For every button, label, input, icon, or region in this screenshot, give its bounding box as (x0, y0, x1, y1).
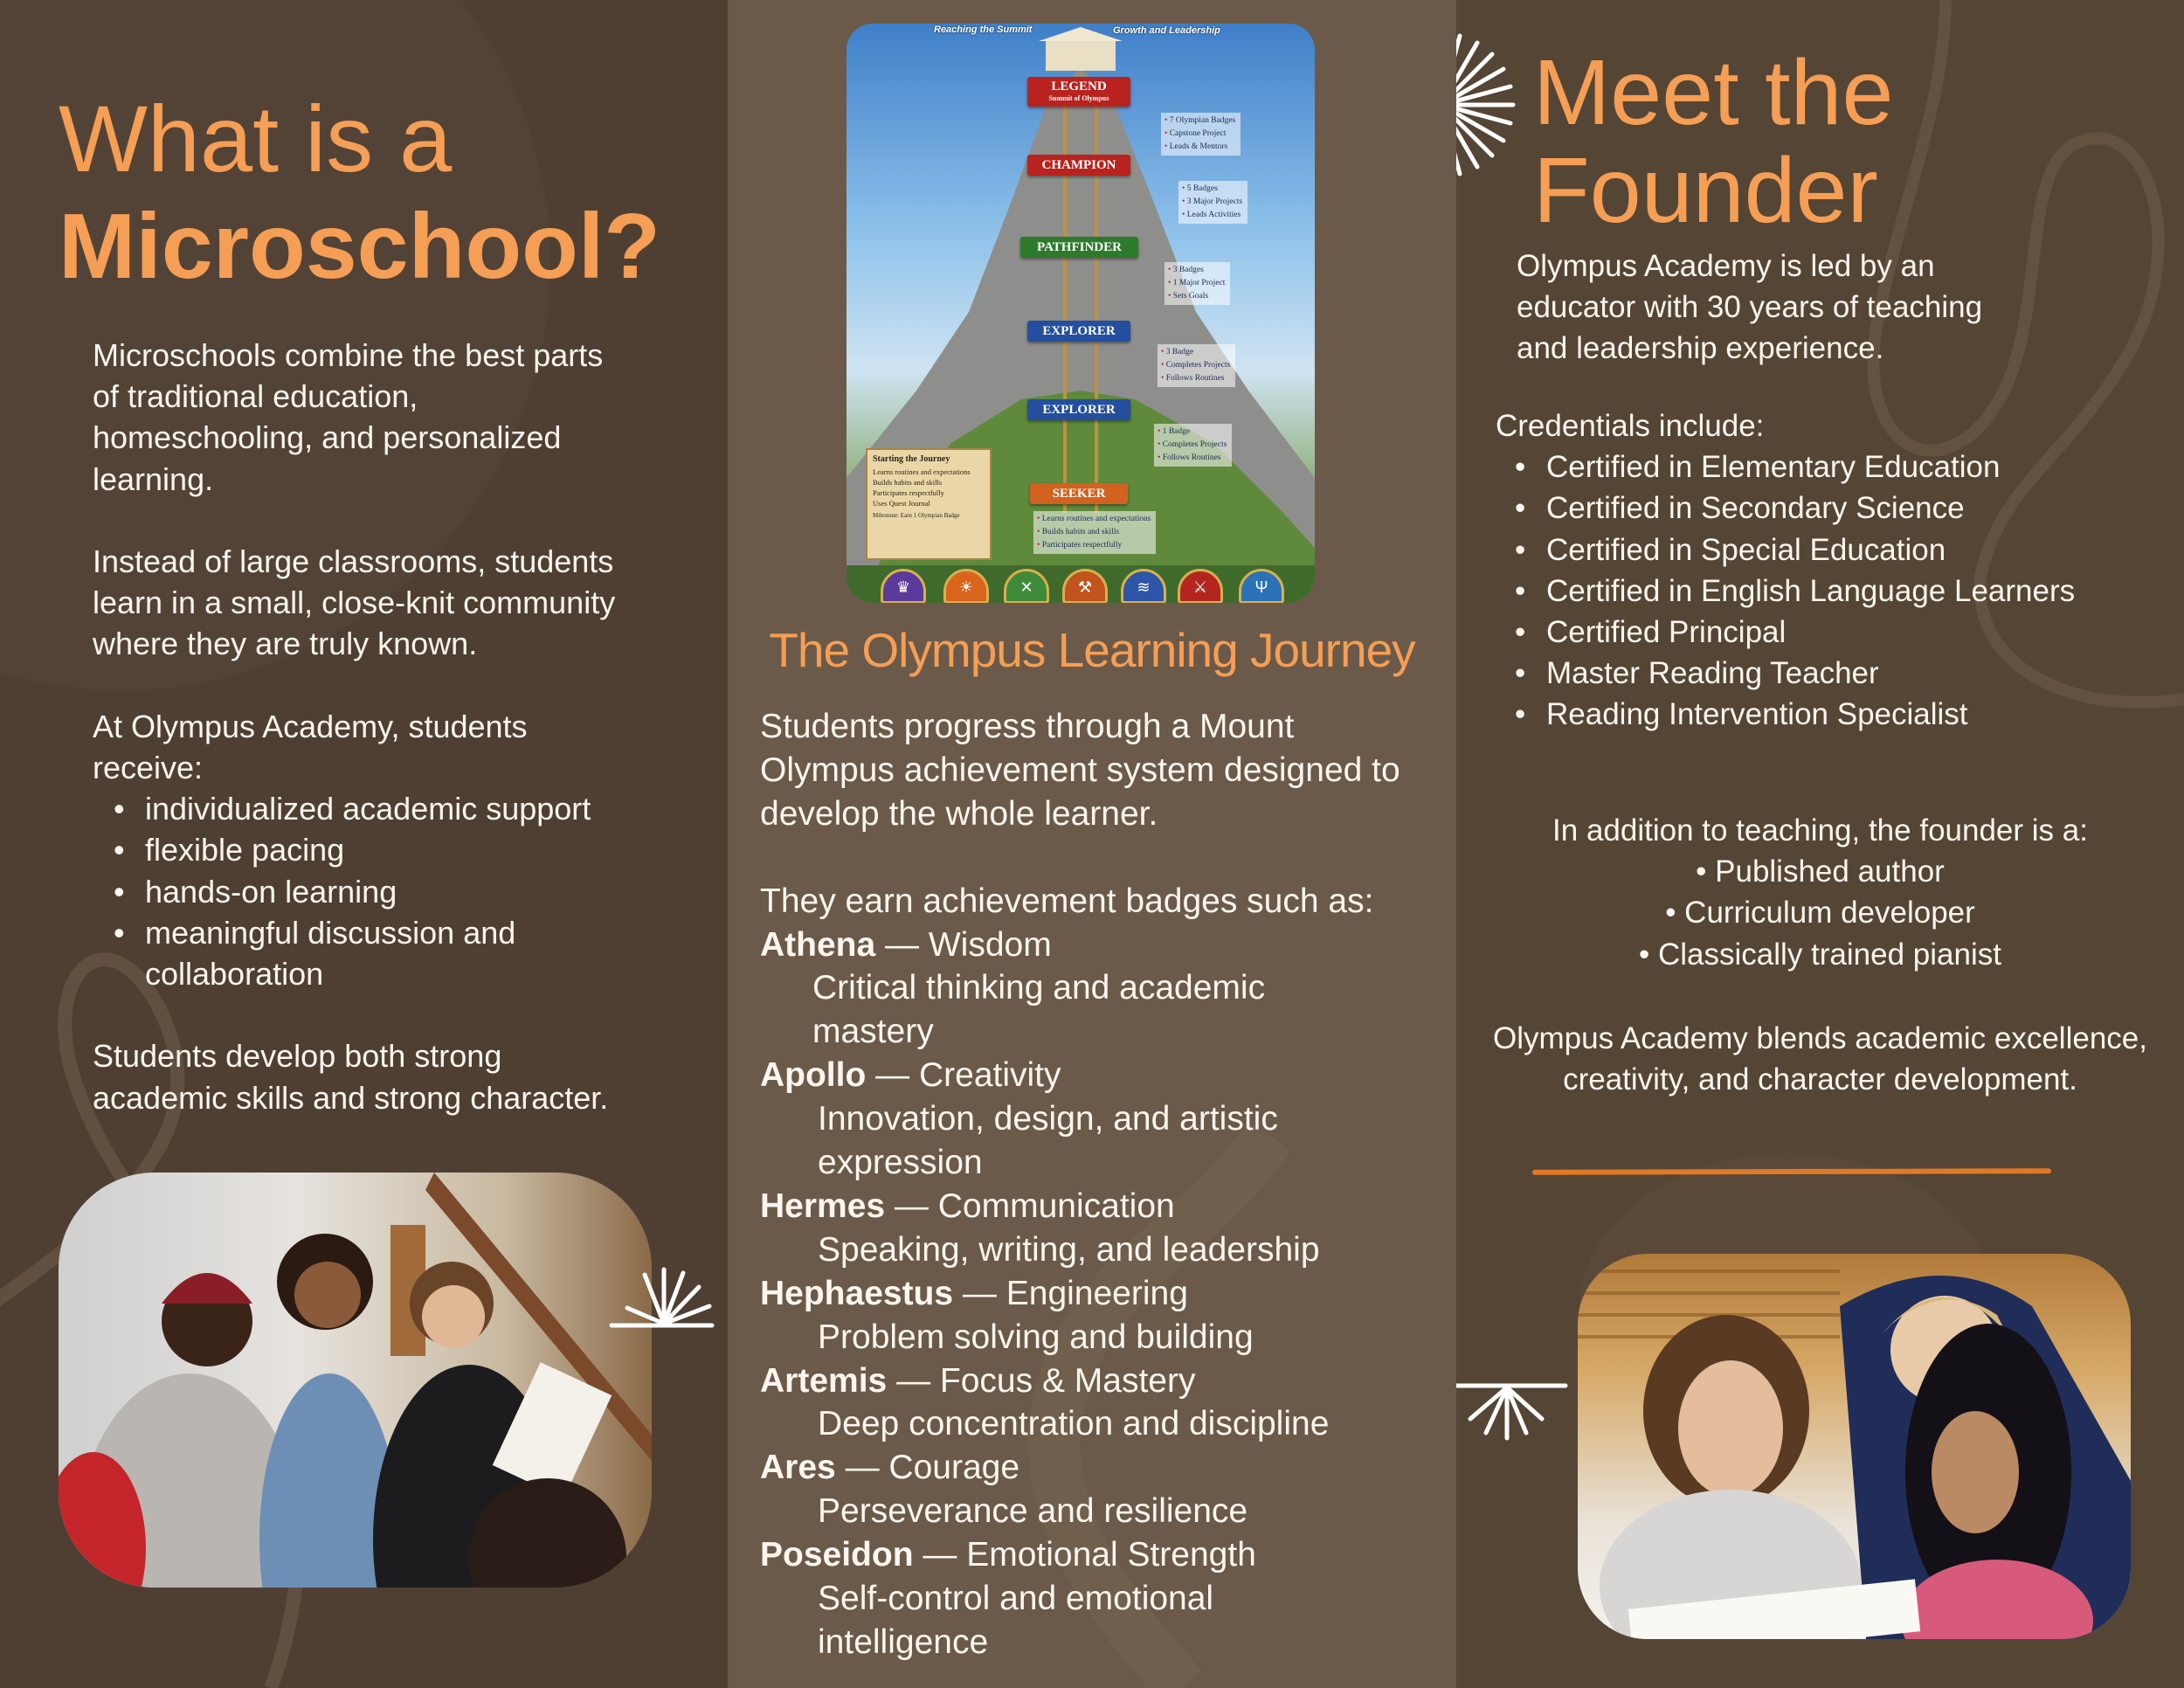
ares-helmet-icon: ⚔ (1178, 569, 1223, 603)
starting-journey-box (866, 448, 992, 560)
criteria-item: • Leads Activities (1182, 209, 1242, 222)
criteria-item: • 3 Major Projects (1182, 196, 1242, 209)
list-item: • Certified in English Language Learners (1546, 571, 2075, 612)
paragraph-line: where they are truly known. (93, 626, 478, 662)
level-criteria (1033, 511, 1156, 554)
credentials-list (1496, 446, 2075, 735)
criteria-item: • 1 Major Project (1168, 277, 1225, 290)
badge-entry-hermes (760, 1185, 1400, 1272)
badge-trait: Wisdom (928, 925, 1052, 964)
teacher-with-students-photo (1578, 1254, 2131, 1639)
badge-name: Hephaestus (760, 1274, 954, 1312)
badge-entry-artemis (760, 1359, 1400, 1447)
badge-dash (760, 924, 1400, 967)
criteria-item: • 5 Badges (1182, 183, 1242, 196)
right-panel (1456, 0, 2184, 1688)
badge-dash (760, 1272, 1400, 1316)
poster-title-left: Reaching the Summit (934, 24, 1033, 35)
criteria-item: • Leads & Mentors (1165, 141, 1235, 154)
criteria-item: • Follows Routines (1158, 452, 1227, 465)
badge-entry-athena (760, 924, 1400, 1055)
criteria-item: • Sets Goals (1168, 290, 1225, 303)
criteria-item: • 3 Badges (1168, 264, 1225, 277)
badge-dash: — (953, 1274, 1006, 1312)
journey-box-title: Starting the Journey (873, 454, 950, 464)
role-item: • Classically trained pianist (1639, 937, 2001, 972)
level-banner-seeker: SEEKER (1030, 483, 1128, 504)
level-criteria (1158, 344, 1235, 387)
level-name: LEGEND (1051, 80, 1107, 93)
badge-trait: Communication (937, 1186, 1175, 1225)
paragraph-line: learn in a small, close-knit community (93, 585, 616, 621)
roles-intro: In addition to teaching, the founder is a: (1552, 813, 2088, 847)
starburst-icon (603, 1263, 725, 1332)
badge-dash: — (885, 1186, 938, 1225)
paragraph-line: Students progress through a Mount (760, 708, 1295, 745)
role-item: • Curriculum developer (1665, 896, 1975, 930)
badge-name: Artemis (760, 1361, 888, 1400)
criteria-item: • 3 Badge (1161, 346, 1230, 359)
poster-title-right: Growth and Leadership (1113, 25, 1220, 36)
badge-dash: — (835, 1449, 889, 1487)
paragraph-line: Olympus Academy blends academic excellence, (1493, 1021, 2147, 1055)
paragraph-line: develop the whole learner. (760, 794, 1158, 833)
wave-icon: ≋ (1121, 569, 1166, 603)
badge-entry-apollo (760, 1054, 1400, 1185)
badge-name: Hermes (760, 1186, 886, 1225)
founder-roles (1456, 810, 2184, 975)
journey-milestone: Milestone: Earn 1 Olympian Badge (873, 512, 960, 519)
criteria-item: • 1 Badge (1158, 425, 1227, 439)
paragraph-line: learning. (93, 460, 214, 497)
badge-description: Critical thinking and academic (812, 969, 1266, 1007)
starburst-icon (1456, 31, 1516, 179)
level-criteria (1165, 262, 1230, 305)
heading-line: Meet the (1533, 41, 1894, 144)
credentials-section (1496, 405, 2075, 736)
badge-dash (760, 1185, 1400, 1228)
heading-line: Founder (1533, 139, 1878, 242)
badge-dash: — (866, 1056, 919, 1095)
badge-dash (760, 1533, 1400, 1577)
paragraph-line: creativity, and character development. (1563, 1062, 2077, 1097)
badge-dash: — (913, 1536, 967, 1574)
journey-item: Participates respectfully (873, 488, 944, 497)
criteria-item: • Completes Projects (1161, 359, 1230, 372)
criteria-item: • Completes Projects (1158, 439, 1227, 452)
olympus-journey-poster (847, 24, 1315, 603)
badge-dash: — (887, 1361, 940, 1400)
list-item: • Master Reading Teacher (1546, 653, 2075, 694)
middle-panel (728, 0, 1456, 1688)
paragraph-line: Olympus achievement system designed to (760, 751, 1400, 789)
students-on-stairs-photo (59, 1173, 652, 1588)
badge-trait: Focus & Mastery (939, 1361, 1196, 1400)
paragraph-line: At Olympus Academy, students (93, 708, 528, 744)
apollo-helmet-icon: ☀ (943, 569, 989, 603)
badge-name: Athena (760, 925, 876, 964)
benefits-list (93, 788, 704, 994)
level-banner-pathfinder: PATHFINDER (1020, 237, 1138, 258)
badge-trait: Creativity (918, 1056, 1061, 1095)
badge-description: expression (818, 1144, 983, 1182)
badge-dash: — (875, 925, 929, 964)
badge-dash (760, 1054, 1400, 1097)
journey-text (760, 705, 1400, 1664)
badge-dash (760, 1359, 1400, 1403)
level-criteria (1178, 181, 1248, 224)
paragraph-line: Instead of large classrooms, students (93, 543, 614, 579)
list-item: • Certified Principal (1546, 612, 2075, 653)
badge-description: Perseverance and resilience (818, 1492, 1248, 1531)
journey-title: The Olympus Learning Journey (769, 623, 1415, 677)
paragraph-line: homeschooling, and personalized (93, 419, 562, 456)
paragraph-line: Students develop both strong (93, 1038, 502, 1075)
paragraph-line: receive: (93, 750, 204, 785)
badge-name: Apollo (760, 1056, 867, 1095)
criteria-item: • Learns routines and expectations (1037, 513, 1151, 526)
paragraph-line: of traditional education, (93, 378, 418, 415)
left-panel (0, 0, 728, 1688)
criteria-item: • Follows Routines (1161, 372, 1230, 385)
badge-entry-poseidon (760, 1533, 1400, 1664)
level-banner-explorer: EXPLORER (1027, 321, 1130, 342)
level-criteria (1154, 424, 1232, 467)
list-item: • Certified in Secondary Science (1546, 488, 2075, 529)
level-criteria (1161, 113, 1241, 156)
credentials-label: Credentials include: (1496, 409, 1765, 443)
heading-microschool: Microschool? (59, 195, 661, 298)
badge-name: Ares (760, 1449, 836, 1487)
paragraph-line: Microschools combine the best parts (93, 337, 604, 373)
list-item: • flexible pacing (145, 829, 652, 870)
badge-description: Deep concentration and discipline (818, 1405, 1330, 1443)
badge-description: mastery (812, 1013, 934, 1051)
badge-entry-hephaestus (760, 1272, 1400, 1359)
list-item: • individualized academic support (145, 788, 652, 829)
badge-description: Speaking, writing, and leadership (818, 1230, 1320, 1269)
heading-meet-the-founder (1533, 41, 1894, 242)
list-item: • hands-on learning (145, 871, 652, 912)
badge-trait: Courage (888, 1449, 1020, 1487)
level-banner-champion: CHAMPION (1027, 155, 1130, 176)
intro-text (93, 335, 704, 1118)
criteria-item: • Builds habits and skills (1037, 526, 1151, 539)
badge-dash (760, 1446, 1400, 1490)
role-item: • Published author (1696, 854, 1945, 889)
heading-what-is-a: What is a (59, 86, 453, 191)
badge-description: Self-control and emotional (818, 1580, 1214, 1618)
hephaestus-icon: ⚒ (1062, 569, 1108, 603)
level-banner-legend (1027, 77, 1130, 107)
journey-item: Learns routines and expectations (873, 467, 971, 476)
level-banner-explorer: EXPLORER (1027, 399, 1130, 420)
founder-intro (1517, 246, 1982, 370)
closing-statement (1456, 1018, 2184, 1100)
list-item: • meaningful discussion and collaboration (145, 912, 652, 994)
journey-item: Uses Quest Journal (873, 499, 930, 508)
badge-name: Poseidon (760, 1536, 914, 1574)
paragraph-line: academic skills and strong character. (93, 1079, 609, 1116)
criteria-item: • Participates respectfully (1037, 539, 1151, 552)
badge-description: Problem solving and building (818, 1318, 1254, 1356)
badges-intro: They earn achievement badges such as: (760, 882, 1374, 920)
athena-helmet-icon: ♛ (881, 569, 926, 603)
criteria-item: • 7 Olympian Badges (1165, 114, 1235, 128)
trident-icon: Ψ (1239, 569, 1284, 603)
paragraph-line: Olympus Academy is led by an (1517, 249, 1935, 283)
list-item: • Reading Intervention Specialist (1546, 694, 2075, 735)
paragraph-line: educator with 30 years of teaching (1517, 290, 1983, 325)
badge-trait: Engineering (1006, 1274, 1188, 1312)
badge-entry-ares (760, 1446, 1400, 1533)
level-subtitle: Summit of Olympus (1048, 94, 1109, 102)
crossed-tools-icon: ✕ (1004, 569, 1049, 603)
starburst-icon (1456, 1363, 1570, 1442)
list-item: • Certified in Special Education (1546, 529, 2075, 571)
criteria-item: • Capstone Project (1165, 128, 1235, 141)
badge-trait: Emotional Strength (966, 1536, 1256, 1574)
badge-description: intelligence (818, 1623, 989, 1662)
journey-item: Builds habits and skills (873, 478, 943, 487)
paragraph-line: and leadership experience. (1517, 331, 1884, 366)
list-item: • Certified in Elementary Education (1546, 446, 2075, 488)
badge-description: Innovation, design, and artistic (818, 1100, 1278, 1138)
